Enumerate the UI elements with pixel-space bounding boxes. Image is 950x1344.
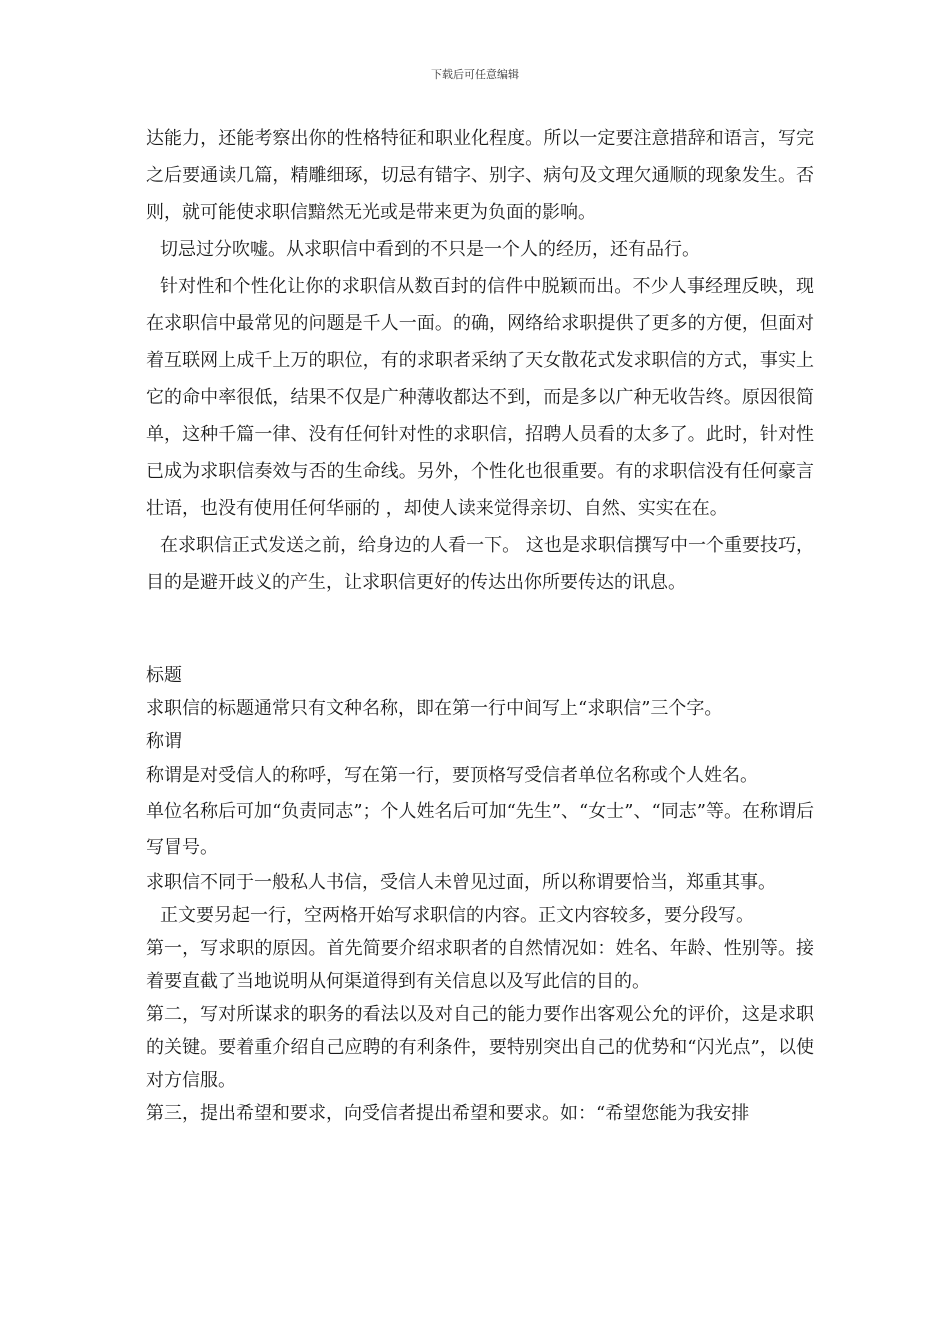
salutation-formality: 求职信不同于一般私人书信，受信人未曾见过面，所以称谓要恰当，郑重其事。	[146, 872, 776, 893]
salutation-description: 称谓是对受信人的称呼，写在第一行，要顶格写受信者单位名称或个人姓名。	[146, 765, 758, 786]
point-third: 第三，提出希望和要求，向受信者提出希望和要求。如：“希望您能为我安排	[146, 1103, 750, 1124]
salutation-suffixes: 单位名称后可加“负责同志”；个人姓名后可加“先生”、“女士”、“同志”等。在称谓后写冒号。	[146, 801, 814, 858]
title-description: 求职信的标题通常只有文种名称，即在第一行中间写上“求职信”三个字。	[146, 698, 723, 719]
document-body	[146, 120, 814, 1130]
point-first: 第一，写求职的原因。首先简要介绍求职者的自然情况如：姓名、年龄、性别等。接着要直截了当地说明从何渠道得到有关信息以及写此信的目的。	[146, 938, 814, 992]
body-intro: 正文要另起一行，空两格开始写求职信的内容。正文内容较多，要分段写。	[160, 905, 754, 926]
paragraph-no-exaggeration: 切忌过分吹嘘。从求职信中看到的不只是一个人的经历，还有品行。	[160, 239, 700, 260]
heading-salutation: 称谓	[146, 731, 182, 752]
paragraph-writing-quality: 达能力，还能考察出你的性格特征和职业化程度。所以一定要注意措辞和语言，写完之后要通读几篇，精雕细琢，切忌有错字、别字、病句及文理欠通顺的现象发生。否则，就可能使求职信黯然无光或是带来更为负面的影响。	[146, 128, 814, 223]
heading-title: 标题	[146, 665, 182, 686]
format-section	[146, 659, 814, 1130]
paragraph-personalization: 针对性和个性化让你的求职信从数百封的信件中脱颖而出。不少人事经理反映，现在求职信中最常见的问题是千人一面。的确，网络给求职提供了更多的方便，但面对着互联网上成千上万的职位，有的求职者采纳了天女散花式发求职信的方式，事实上它的命中率很低，结果不仅是广种薄收都达不到，而是多以广种无收告终。原因很简单，这种千篇一律、没有任何针对性的求职信，招聘人员看的太多了。此时，针对性已成为求职信奏效与否的生命线。另外，个性化也很重要。有的求职信没有任何豪言壮语，也没有使用任何华丽的 ，却使人读来觉得亲切、自然、实实在在。	[146, 276, 814, 519]
section-spacer	[146, 601, 814, 659]
paragraph-review-before-send: 在求职信正式发送之前，给身边的人看一下。 这也是求职信撰写中一个重要技巧，目的是避开歧义的产生，让求职信更好的传达出你所要传达的讯息。	[146, 535, 814, 593]
page-header: 下载后可任意编辑	[431, 68, 519, 81]
point-second: 第二，写对所谋求的职务的看法以及对自己的能力要作出客观公允的评价，这是求职的关键。要着重介绍自己应聘的有利条件，要特别突出自己的优势和“闪光点”，以使对方信服。	[146, 1004, 814, 1091]
